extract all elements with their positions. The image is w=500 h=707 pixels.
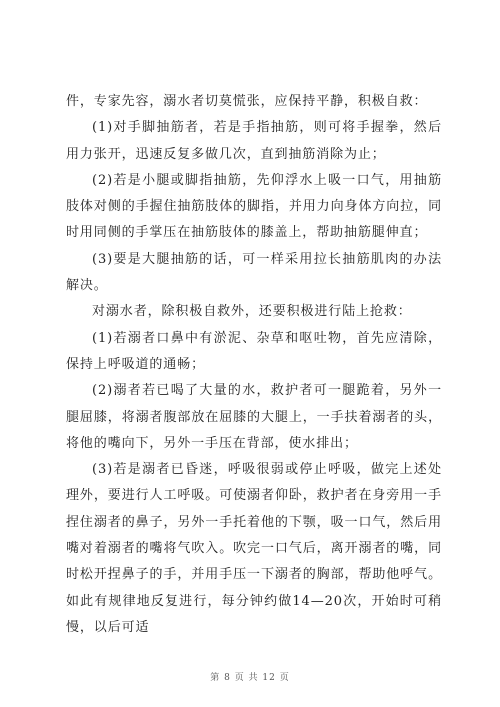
paragraph-land-rescue-intro: 对溺水者，除积极自救外，还要积极进行陆上抢救： [92, 304, 412, 320]
paragraph-continuation: 件，专家先容，溺水者切莫慌张，应保持平静，积极自救： [66, 94, 428, 109]
paragraph-hand-cramp: (1)对手脚抽筋者，若是手指抽筋，则可将手握拳，然后用力张开，迅速反复多做几次，直到抽筋消除为止； [66, 120, 442, 162]
paragraph-clear-airway: (1)若溺者口鼻中有淤泥、杂草和呕吐物，首先应清除，保持上呼吸道的通畅； [66, 330, 442, 372]
document-body [66, 89, 442, 641]
paragraph-artificial-respiration: (3)若是溺者已昏迷，呼吸很弱或停止呼吸，做完上述处理外，要进行人工呼吸。可使溺者仰卧，救护者在身旁用一手捏住溺者的鼻子，另外一手托着他的下颚，吸一口气，然后用嘴对着溺者的嘴将气吹入。吹完一口气后，离开溺者的嘴，同时松开捏鼻子的手，并用手压一下溺者的胸部，帮助他呼气。如此有规律地反复进行，每分钟约做14—20次，开始时可稍慢，以后可适 [66, 462, 442, 635]
paragraph-calf-cramp: (2)若是小腿或脚指抽筋，先仰浮水上吸一口气，用抽筋肢体对侧的手握住抽筋肢体的脚指，并用力向身体方向拉，同时用同侧的手掌压在抽筋肢体的膝盖上，帮助抽筋腿伸直； [66, 172, 442, 241]
paragraph-thigh-cramp: (3)要是大腿抽筋的话，可一样采用拉长抽筋肌肉的办法解决。 [66, 251, 442, 294]
paragraph-drain-water: (2)溺者若已喝了大量的水，救护者可一腿跪着，另外一腿屈膝，将溺者腹部放在屈膝的大腿上，一手扶着溺者的头，将他的嘴向下，另外一手压在背部，使水排出； [66, 383, 442, 451]
page-number-footer: 第 8 页 共 12 页 [210, 673, 290, 683]
